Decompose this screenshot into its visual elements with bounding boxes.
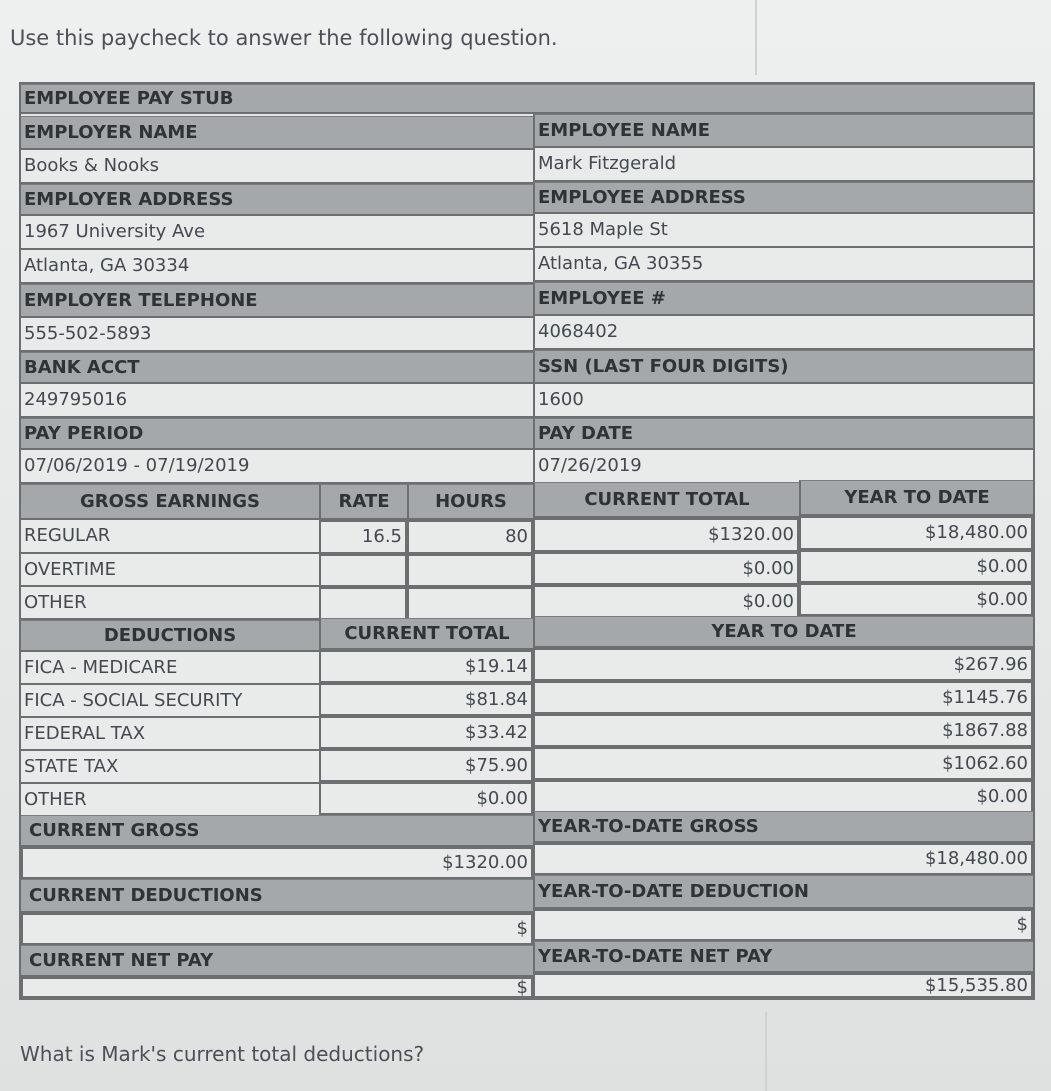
ytd-gross-label: YEAR-TO-DATE GROSS	[533, 811, 1033, 843]
earnings-row-other-rate	[319, 587, 407, 620]
earnings-row-other-ytd: $0.00	[799, 583, 1033, 616]
hours-header: HOURS	[407, 484, 533, 520]
ytd-net-pay-label: YEAR-TO-DATE NET PAY	[533, 941, 1033, 973]
deduction-row-state-tax-current: $75.90	[319, 749, 533, 782]
employer-telephone: 555-502-5893	[21, 318, 533, 352]
divider-line	[765, 1012, 767, 1091]
earnings-row-regular-ytd: $18,480.00	[799, 516, 1033, 550]
ytd-gross-value: $18,480.00	[533, 843, 1033, 875]
deduction-row-federal-tax-label: FEDERAL TAX	[21, 718, 319, 751]
deduction-row-other-ytd: $0.00	[533, 780, 1033, 813]
earnings-row-regular-rate: 16.5	[319, 520, 407, 554]
employee-number-label: EMPLOYEE #	[533, 282, 1033, 316]
deduction-row-social-security-ytd: $1145.76	[533, 681, 1033, 714]
employer-telephone-label: EMPLOYER TELEPHONE	[21, 284, 533, 318]
employee-name: Mark Fitzgerald	[533, 148, 1033, 182]
current-net-pay-label: CURRENT NET PAY	[21, 945, 533, 977]
current-deductions-label: CURRENT DEDUCTIONS	[21, 879, 533, 913]
gross-earnings-header: GROSS EARNINGS	[21, 484, 319, 520]
employer-name: Books & Nooks	[21, 150, 533, 184]
deduction-row-state-tax-ytd: $1062.60	[533, 747, 1033, 780]
earnings-row-overtime-ytd: $0.00	[799, 550, 1033, 583]
question-text: What is Mark's current total deductions?	[20, 1042, 425, 1066]
deduction-row-social-security-label: FICA - SOCIAL SECURITY	[21, 685, 319, 718]
current-gross-value: $1320.00	[21, 847, 533, 879]
pay-stub-title: EMPLOYEE PAY STUB	[21, 84, 1033, 114]
earnings-row-regular-current: $1320.00	[533, 518, 799, 552]
question-prompt: Use this paycheck to answer the following question.	[10, 26, 558, 50]
employer-address-label: EMPLOYER ADDRESS	[21, 184, 533, 216]
pay-period-label: PAY PERIOD	[21, 418, 533, 450]
pay-period: 07/06/2019 - 07/19/2019	[21, 450, 533, 484]
pay-stub-table	[19, 82, 1035, 1000]
deduction-row-medicare-current: $19.14	[319, 650, 533, 683]
deductions-header: DEDUCTIONS	[21, 620, 319, 652]
earnings-row-overtime-rate	[319, 554, 407, 587]
earnings-ytd-header: YEAR TO DATE	[799, 480, 1033, 516]
earnings-row-regular-hours: 80	[407, 520, 533, 554]
current-deductions-value: $	[21, 913, 533, 945]
deduction-row-other-label: OTHER	[21, 784, 319, 817]
earnings-current-total-header: CURRENT TOTAL	[533, 482, 799, 518]
pay-date: 07/26/2019	[533, 450, 1033, 484]
earnings-row-other-label: OTHER	[21, 587, 319, 620]
deduction-row-federal-tax-ytd: $1867.88	[533, 714, 1033, 747]
employee-address-label: EMPLOYEE ADDRESS	[533, 182, 1033, 214]
ssn-label: SSN (LAST FOUR DIGITS)	[533, 350, 1033, 384]
deduction-row-medicare-label: FICA - MEDICARE	[21, 652, 319, 685]
deduction-row-other-current: $0.00	[319, 782, 533, 815]
deduction-row-medicare-ytd: $267.96	[533, 648, 1033, 681]
earnings-row-overtime-current: $0.00	[533, 552, 799, 585]
pay-date-label: PAY DATE	[533, 418, 1033, 450]
employee-address-line2: Atlanta, GA 30355	[533, 248, 1033, 282]
deductions-current-total-header: CURRENT TOTAL	[319, 618, 533, 650]
current-net-pay-value: $	[21, 977, 533, 998]
ytd-deduction-value: $	[533, 909, 1033, 941]
ytd-net-pay-value: $15,535.80	[533, 973, 1033, 998]
earnings-row-overtime-label: OVERTIME	[21, 554, 319, 587]
employer-address-line2: Atlanta, GA 30334	[21, 250, 533, 284]
employee-name-label: EMPLOYEE NAME	[533, 114, 1033, 148]
deduction-row-federal-tax-current: $33.42	[319, 716, 533, 749]
employer-name-label: EMPLOYER NAME	[21, 116, 533, 150]
ytd-deduction-label: YEAR-TO-DATE DEDUCTION	[533, 875, 1033, 909]
employee-number: 4068402	[533, 316, 1033, 350]
earnings-row-other-hours	[407, 587, 533, 620]
ssn: 1600	[533, 384, 1033, 418]
employer-address-line1: 1967 University Ave	[21, 216, 533, 250]
bank-acct-label: BANK ACCT	[21, 352, 533, 384]
current-gross-label: CURRENT GROSS	[21, 815, 533, 847]
employee-address-line1: 5618 Maple St	[533, 214, 1033, 248]
earnings-row-overtime-hours	[407, 554, 533, 587]
divider-line	[755, 0, 757, 75]
deduction-row-social-security-current: $81.84	[319, 683, 533, 716]
earnings-row-regular-label: REGULAR	[21, 520, 319, 554]
deduction-row-state-tax-label: STATE TAX	[21, 751, 319, 784]
deductions-ytd-header: YEAR TO DATE	[533, 616, 1033, 648]
bank-acct: 249795016	[21, 384, 533, 418]
rate-header: RATE	[319, 484, 407, 520]
earnings-row-other-current: $0.00	[533, 585, 799, 618]
